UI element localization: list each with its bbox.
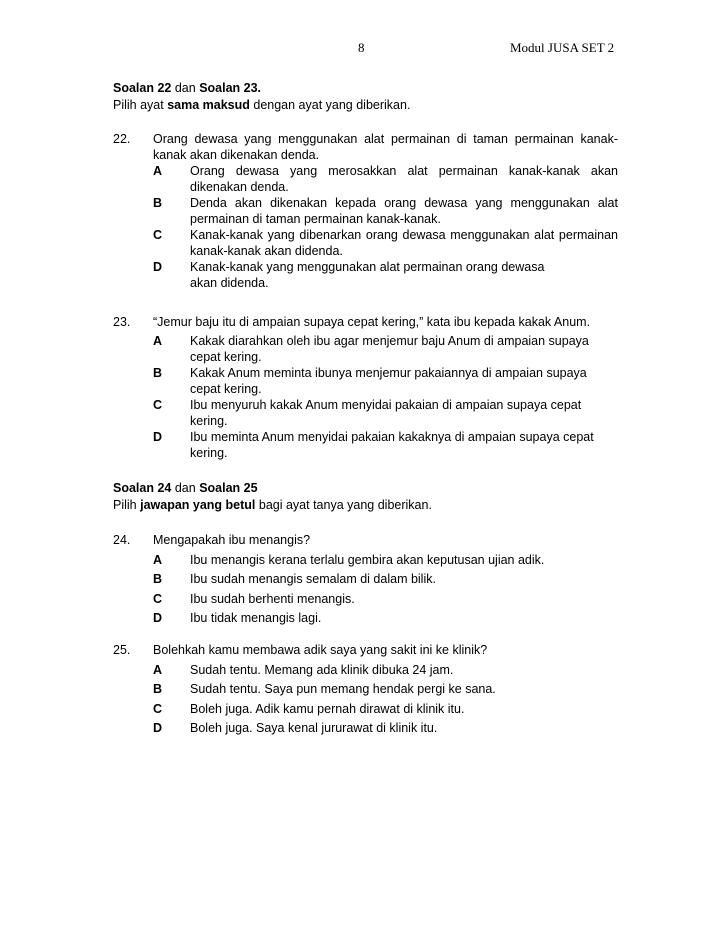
option-c[interactable]: C Ibu menyuruh kakak Anum menyidai pakaian di ampaian supaya cepat kering.: [153, 398, 582, 428]
question-text: Mengapakah ibu menangis?: [153, 533, 311, 547]
option-a[interactable]: A Sudah tentu. Memang ada klinik dibuka 24 jam.: [153, 662, 454, 677]
section-heading-24-25: Soalan 24 dan Soalan 25 Pilih jawapan yang betul bagi ayat tanya yang diberikan.: [113, 481, 432, 512]
option-c[interactable]: C Ibu sudah berhenti menangis.: [153, 591, 355, 606]
question-24: [113, 531, 618, 629]
module-title: Modul JUSA SET 2: [510, 40, 615, 55]
option-a[interactable]: A Kakak diarahkan oleh ibu agar menjemur baju Anum di ampaian supaya cepat kering.: [153, 334, 589, 364]
question-text: “Jemur baju itu di ampaian supaya cepat kering,” kata ibu kepada kakak Anum.: [153, 315, 591, 329]
option-b[interactable]: B Ibu sudah menangis semalam di dalam bilik.: [153, 572, 436, 586]
option-c[interactable]: C Boleh juga. Adik kamu pernah dirawat di klinik itu.: [153, 701, 465, 716]
page-number: 8: [358, 40, 365, 55]
option-b[interactable]: B Sudah tentu. Saya pun memang hendak pergi ke sana.: [153, 682, 496, 696]
option-d[interactable]: D Ibu meminta Anum menyidai pakaian kakaknya di ampaian supaya cepat kering.: [153, 430, 594, 460]
option-d[interactable]: D Kanak-kanak yang menggunakan alat permainan orang dewasa akan didenda.: [153, 260, 545, 290]
question-number: 24.: [113, 533, 131, 547]
question-number: 22.: [113, 132, 131, 146]
option-d[interactable]: D Ibu tidak menangis lagi.: [153, 611, 322, 625]
question-25: [113, 641, 618, 739]
question-number: 25.: [113, 643, 131, 657]
option-a[interactable]: A Orang dewasa yang merosakkan alat permainan kanak-kanak akan dikenakan denda.: [153, 164, 618, 194]
option-a[interactable]: A Ibu menangis kerana terlalu gembira akan keputusan ujian adik.: [153, 552, 545, 567]
question-number: 23.: [113, 315, 131, 329]
question-22: [113, 131, 618, 291]
section-heading-22-23: Soalan 22 dan Soalan 23. Pilih ayat sama maksud dengan ayat yang diberikan.: [113, 81, 411, 112]
option-b[interactable]: B Kakak Anum meminta ibunya menjemur pakaiannya di ampaian supaya cepat kering.: [153, 366, 587, 396]
option-d[interactable]: D Boleh juga. Saya kenal jururawat di klinik itu.: [153, 721, 438, 735]
question-text: Bolehkah kamu membawa adik saya yang sakit ini ke klinik?: [153, 643, 488, 657]
option-c[interactable]: C Kanak-kanak yang dibenarkan orang dewasa menggunakan alat permainan kanak-kanak akan didenda.: [153, 228, 618, 258]
option-b[interactable]: B Denda akan dikenakan kepada orang dewasa yang menggunakan alat permainan di taman permainan kanak-kanak.: [153, 196, 618, 226]
question-text: Orang dewasa yang menggunakan alat permainan di taman permainan kanak-kanak akan dikenakan denda.: [153, 132, 618, 162]
question-23: [113, 314, 618, 461]
